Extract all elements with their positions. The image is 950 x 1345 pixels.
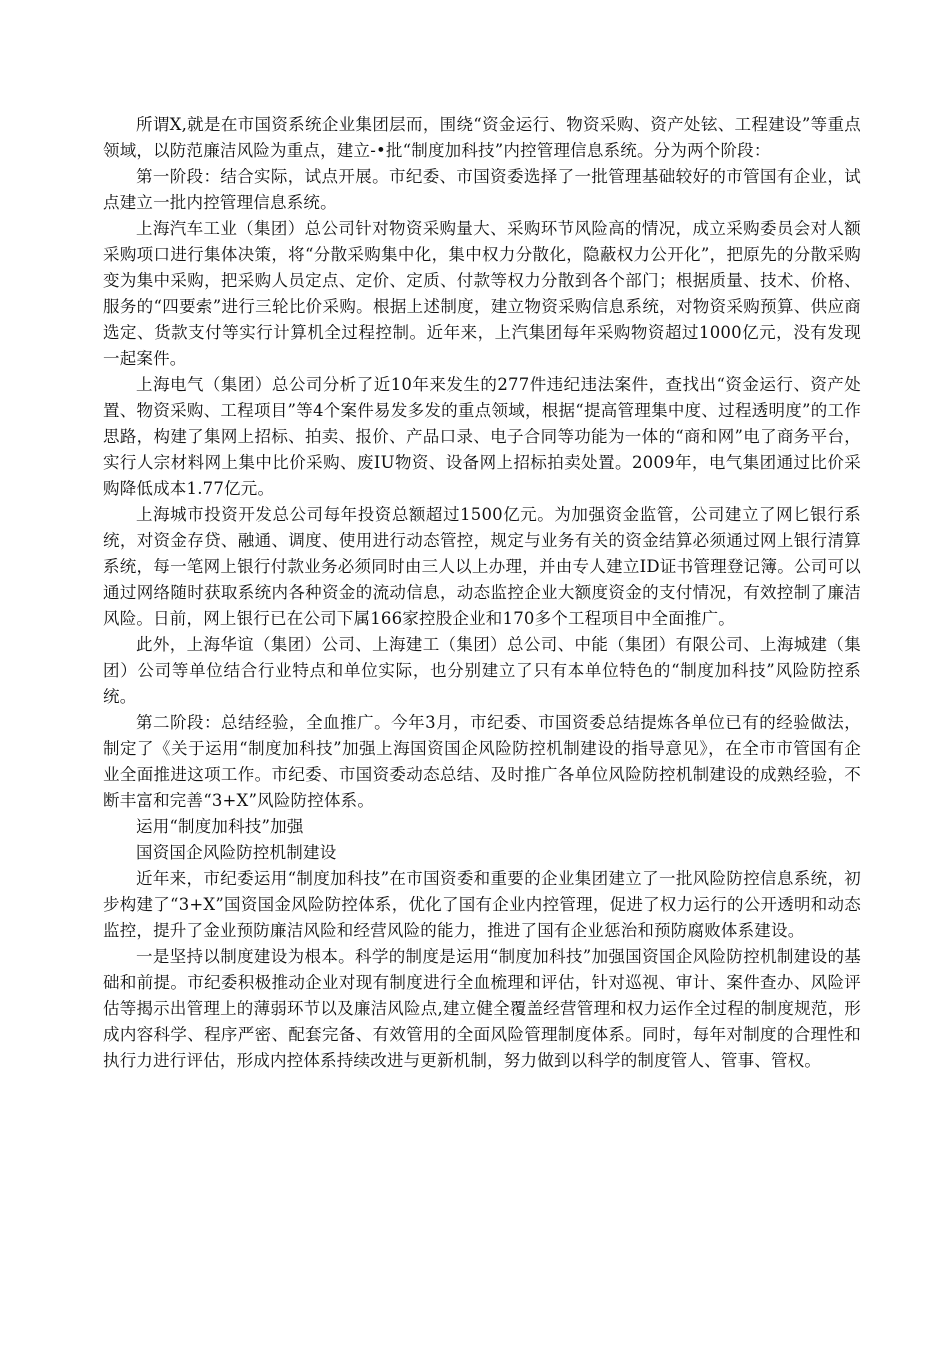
- paragraph-urban-investment: 上海城市投资开发总公司每年投资总额超过1500亿元。为加强资金监管，公司建立了网匕银行系统，对资金存贷、融通、调度、使用进行动态管控，规定与业务有关的资金结算必须通过网上银行清算系统，每一笔网上银行付款业务必须同时由三人以上办理，并由专人建立ID证书管理登记簿。公司可以通过网络随时获取系统内各种资金的流动信息，动态监控企业大额度资金的支付情况，有效控制了廉洁风险。日前，网上银行已在公司下属166家控股企业和170多个工程项目中全面推广。: [103, 505, 861, 628]
- section-heading-line-1: 运用“制度加科技”加强: [136, 817, 304, 836]
- paragraph-institution-building: 一是坚持以制度建设为根本。科学的制度是运用“制度加科技”加强国资国企风险防控机制建设的基础和前提。市纪委积极推动企业对现有制度进行全血梳理和评估，针对巡视、审计、案件查办、风险评估等揭示出管理上的薄弱环节以及廉洁风险点,建立健全覆盖经营管理和权力运作全过程的制度规范，形成内容科学、程序严密、配套完备、有效管用的全面风险管理制度体系。同时，每年对制度的合理性和执行力进行评估，形成内控体系持续改进与更新机制，努力做到以科学的制度管人、管事、管权。: [103, 947, 861, 1070]
- paragraph-other-groups: 此外，上海华谊（集团）公司、上海建工（集团）总公司、中能（集团）有限公司、上海城建（集团）公司等单位结合行业特点和单位实际，也分别建立了只有本单位特色的“制度加科技”风险防控系统。: [103, 635, 861, 706]
- paragraph-stage-two: 第二阶段：总结经验，全血推广。今年3月，市纪委、市国资委总结提炼各单位已有的经验做法，制定了《关于运用“制度加科技”加强上海国资国企风险防控机制建设的指导意见》，在全市市管国有企业全面推进这项工作。市纪委、市国资委动态总结、及时推广各单位风险防控机制建设的成熟经验，不断丰富和完善“3+X”风险防控体系。: [103, 713, 861, 810]
- paragraph-saic: 上海汽车工业（集团）总公司针对物资采购量大、采购环节风险高的情况，成立采购委员会对人额采购项口进行集体决策，将“分散采购集中化，集中权力分散化，隐蔽权力公开化”，把原先的分散采购变为集中采购，把采购人员定点、定价、定质、付款等权力分散到各个部门；根据质量、技术、价格、服务的“四要索”进行三轮比价采购。根据上述制度，建立物资采购信息系统，对物资采购预算、供应商选定、货款支付等实行计算机全过程控制。近年来，上汽集团每年采购物资超过1000亿元，没有发现一起案件。: [103, 219, 861, 368]
- paragraph-intro: 所谓X,就是在市国资系统企业集团层而，围绕“资金运行、物资采购、资产处铉、工程建设”等重点领域，以防范廉洁风险为重点，建立-•批“制度加科技”内控管理信息系统。分为两个阶段：: [103, 115, 861, 160]
- paragraph-recent-years: 近年来，市纪委运用“制度加科技”在市国资委和重要的企业集团建立了一批风险防控信息系统，初步构建了“3+X”国资国金风险防控体系，优化了国有企业内控管理，促进了权力运行的公开透明和动态监控，提升了金业预防廉洁风险和经营风险的能力，推进了国有企业惩治和预防腐败体系建设。: [103, 869, 861, 940]
- section-heading-line-2: 国资国企风险防控机制建设: [136, 843, 337, 862]
- paragraph-stage-one: 第一阶段：结合实际，试点开展。市纪委、市国资委选择了一批管理基础较好的市管国有企业，试点建立一批内控管理信息系统。: [103, 167, 861, 212]
- document-body: [103, 112, 861, 1074]
- paragraph-shanghai-electric: 上海电气（集团）总公司分析了近10年来发生的277件违纪违法案件，查找出“资金运行、资产处置、物资采购、工程项目”等4个案件易发多发的重点领域，根据“提高管理集中度、过程透明度”的工作思路，构建了集网上招标、拍卖、报价、产品口录、电子合同等功能为一体的“商和网”电了商务平台，实行人宗材料网上集中比价采购、废IU物资、设备网上招标拍卖处置。2009年，电气集团通过比价采购降低成本1.77亿元。: [103, 375, 861, 498]
